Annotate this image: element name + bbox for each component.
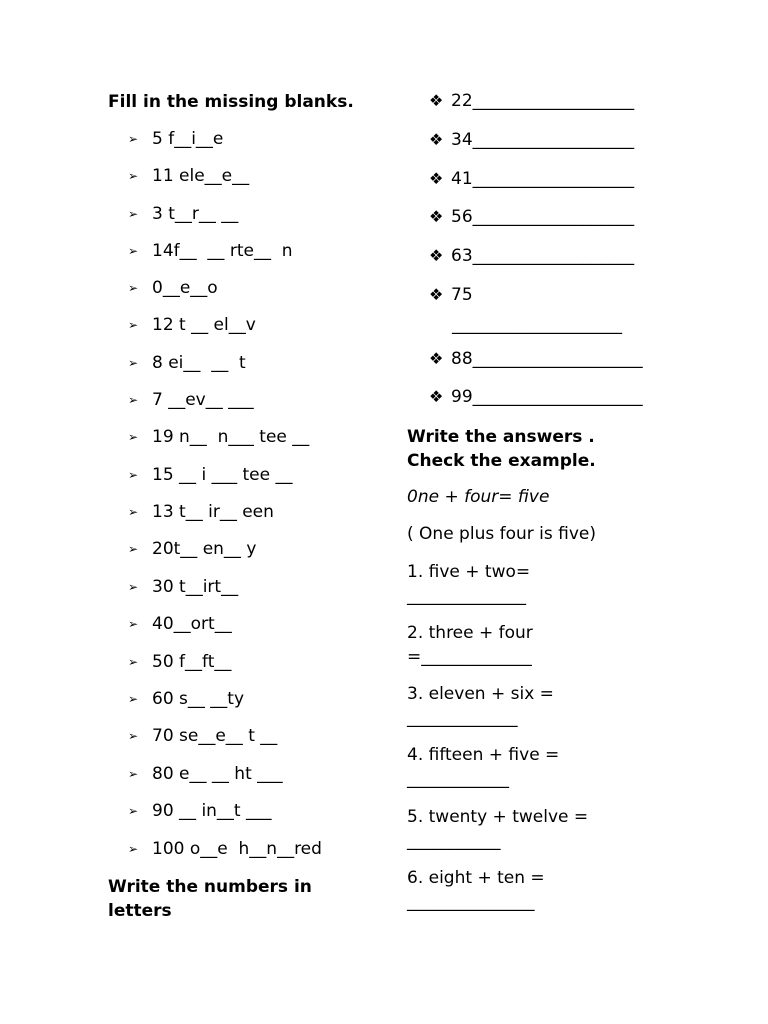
list-item: ➢ 100 o__e h__n__red	[128, 839, 322, 859]
arrow-bullet-icon: ➢	[128, 580, 139, 594]
question-4: 4. fifteen + five =	[407, 745, 560, 765]
example-note: ( One plus four is five)	[407, 524, 597, 544]
question-6: 6. eight + ten =	[407, 868, 545, 888]
arrow-bullet-icon: ➢	[128, 356, 139, 370]
list-item: ➢ 5 f__i__e	[128, 129, 224, 149]
list-item: ➢ 8 ei__ __ t	[128, 353, 246, 373]
list-item: ➢ 20t__ en__ y	[128, 539, 257, 559]
list-item: ➢ 12 t __ el__v	[128, 315, 256, 335]
arrow-bullet-icon: ➢	[128, 842, 139, 856]
diamond-bullet-icon: ❖	[429, 387, 444, 406]
example-equation: 0ne + four= five	[407, 487, 550, 507]
arrow-bullet-icon: ➢	[128, 767, 139, 781]
list-item: ❖ 99____________________	[429, 387, 643, 407]
list-item: ➢ 19 n__ n___ tee __	[128, 427, 310, 447]
list-item: ➢ 50 f__ft__	[128, 652, 232, 672]
arrow-bullet-icon: ➢	[128, 542, 139, 556]
arrow-bullet-icon: ➢	[128, 318, 139, 332]
list-item: ➢ 80 e__ __ ht ___	[128, 764, 283, 784]
diamond-bullet-icon: ❖	[429, 169, 444, 188]
answer-line-4: ____________	[407, 769, 509, 789]
arrow-bullet-icon: ➢	[128, 468, 139, 482]
list-item: ➢ 15 __ i ___ tee __	[128, 465, 293, 485]
arrow-bullet-icon: ➢	[128, 729, 139, 743]
list-item: ➢ 0__e__o	[128, 278, 218, 298]
list-item: ➢ 40__ort__	[128, 614, 232, 634]
answer-line-5: ___________	[407, 831, 501, 851]
arrow-bullet-icon: ➢	[128, 692, 139, 706]
arrow-bullet-icon: ➢	[128, 169, 139, 183]
diamond-bullet-icon: ❖	[429, 285, 444, 304]
list-item: ➢ 13 t__ ir__ een	[128, 502, 274, 522]
diamond-bullet-icon: ❖	[429, 130, 444, 149]
diamond-bullet-icon: ❖	[429, 207, 444, 226]
answer-line: ____________________	[452, 315, 622, 335]
answer-line-2: =_____________	[407, 647, 532, 667]
arrow-bullet-icon: ➢	[128, 655, 139, 669]
arrow-bullet-icon: ➢	[128, 505, 139, 519]
list-item: ➢ 7 __ev__ ___	[128, 390, 254, 410]
letters-section-title: Write the numbers in letters	[108, 877, 312, 921]
arrow-bullet-icon: ➢	[128, 804, 139, 818]
list-item: ➢ 70 se__e__ t __	[128, 726, 278, 746]
answers-title-line2: Check the example.	[407, 451, 596, 471]
arrow-bullet-icon: ➢	[128, 393, 139, 407]
list-item: ➢ 90 __ in__t ___	[128, 801, 272, 821]
arrow-bullet-icon: ➢	[128, 430, 139, 444]
list-item: ❖ 63___________________	[429, 246, 635, 266]
diamond-bullet-icon: ❖	[429, 349, 444, 368]
arrow-bullet-icon: ➢	[128, 132, 139, 146]
answer-line-6: _______________	[407, 892, 535, 912]
arrow-bullet-icon: ➢	[128, 244, 139, 258]
question-3: 3. eleven + six =	[407, 684, 554, 704]
answers-title-line1: Write the answers .	[407, 427, 595, 447]
arrow-bullet-icon: ➢	[128, 207, 139, 221]
fill-section-title: Fill in the missing blanks.	[108, 92, 354, 112]
list-item: ➢ 11 ele__e__	[128, 166, 250, 186]
list-item: ❖ 75	[429, 285, 473, 305]
arrow-bullet-icon: ➢	[128, 617, 139, 631]
question-1: 1. five + two=	[407, 562, 531, 582]
list-item: ➢ 14f__ __ rte__ n	[128, 241, 293, 261]
list-item: ❖ 22___________________	[429, 91, 635, 111]
list-item: ❖ 88____________________	[429, 349, 643, 369]
question-5: 5. twenty + twelve =	[407, 807, 589, 827]
question-2: 2. three + four	[407, 623, 533, 643]
answer-line-3: _____________	[407, 708, 518, 728]
list-item: ➢ 60 s__ __ty	[128, 689, 245, 709]
list-item: ❖ 34___________________	[429, 130, 635, 150]
list-item: ❖ 56___________________	[429, 207, 635, 227]
answer-line-1: ______________	[407, 586, 526, 606]
list-item: ➢ 30 t__irt__	[128, 577, 239, 597]
diamond-bullet-icon: ❖	[429, 246, 444, 265]
arrow-bullet-icon: ➢	[128, 281, 139, 295]
list-item: ➢ 3 t__r__ __	[128, 204, 239, 224]
diamond-bullet-icon: ❖	[429, 91, 444, 110]
list-item: ❖ 41___________________	[429, 169, 635, 189]
